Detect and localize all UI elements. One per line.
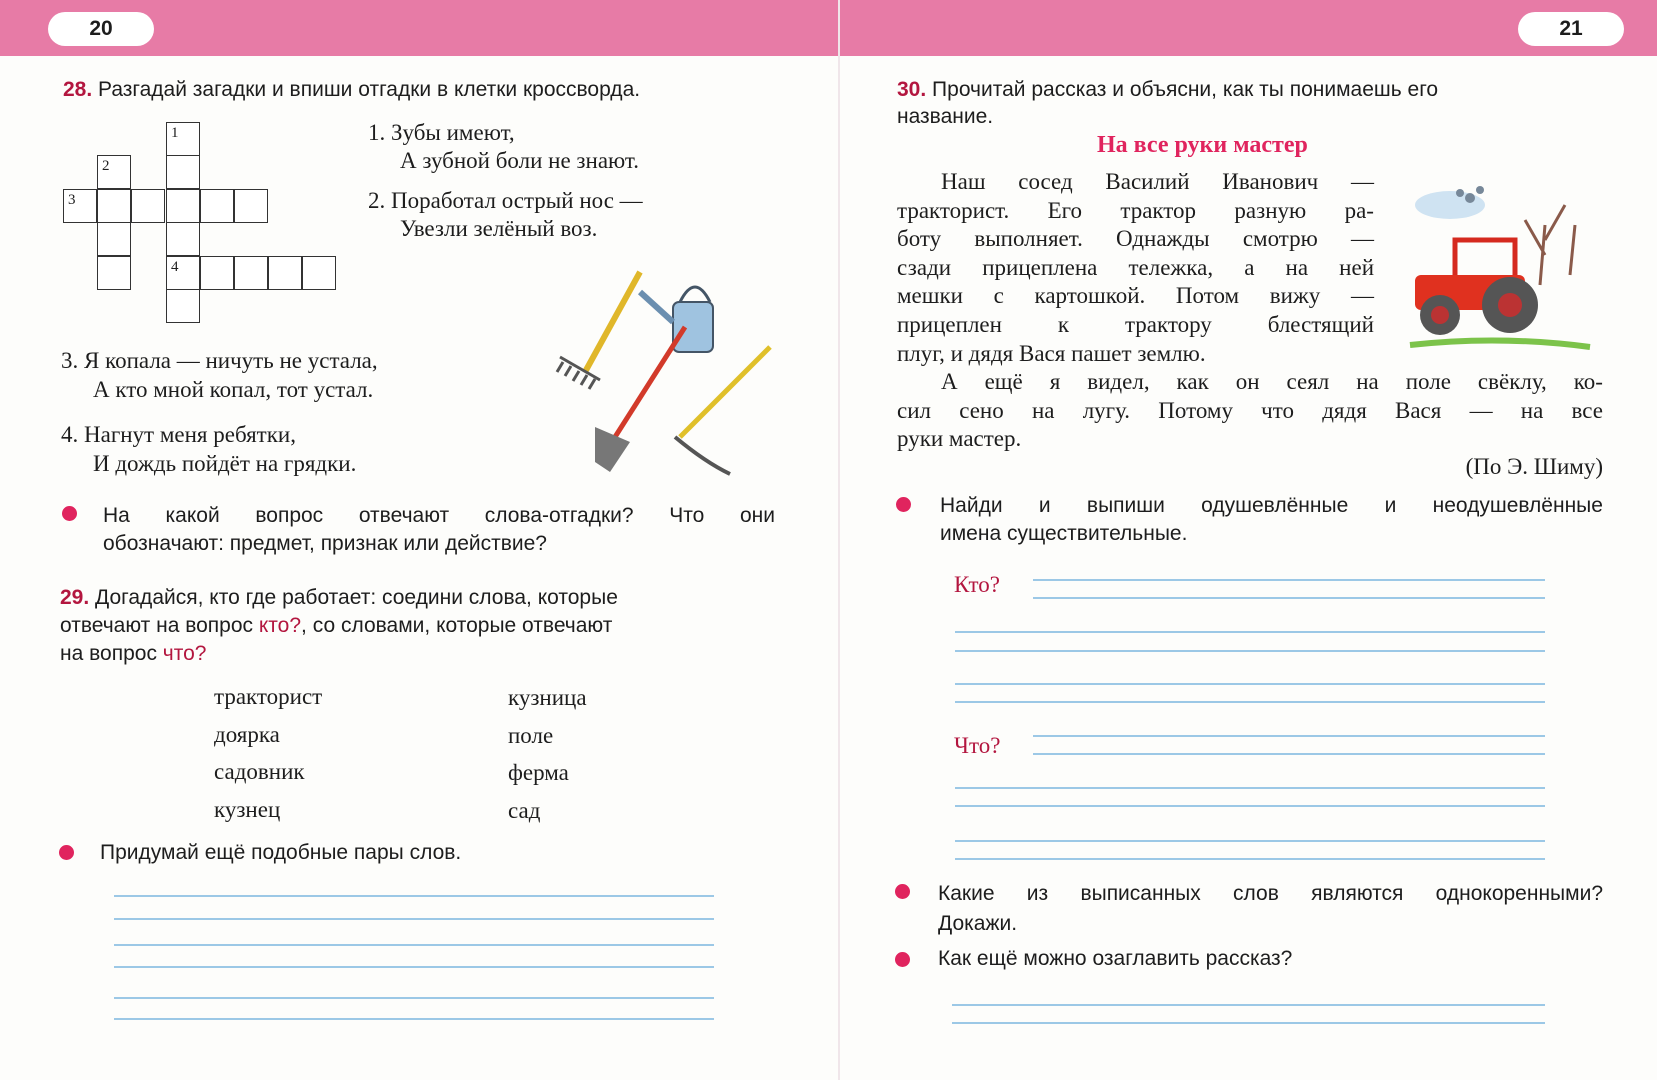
who-words-list (214, 678, 322, 828)
cell[interactable]: 4 (166, 256, 200, 290)
page-header-band (0, 0, 1657, 56)
cell[interactable] (97, 222, 131, 256)
riddle-4: 4. Нагнут меня ребятки, И дождь пойдёт на грядки. (61, 422, 357, 476)
story-title: На все руки мастер (1097, 132, 1308, 158)
cell[interactable] (302, 256, 336, 290)
cell[interactable] (234, 256, 268, 290)
what-words-list (508, 679, 587, 829)
cell[interactable] (200, 256, 234, 290)
cell[interactable] (166, 289, 200, 323)
bullet-icon (895, 884, 910, 899)
cell[interactable] (97, 189, 131, 223)
word-item[interactable]: садовник (214, 759, 305, 784)
ex28-heading: 28. Разгадай загадки и впиши отгадки в клетки кроссворда. (63, 78, 641, 101)
page-number-left: 20 (48, 12, 154, 46)
garden-tools-illustration (555, 262, 780, 477)
book-spine (838, 0, 840, 1080)
cell[interactable]: 2 (97, 155, 131, 189)
what-label: Что? (954, 733, 1001, 758)
ex30-task2: Какие из выписанных слов являются однокоренными? Докажи. (938, 882, 1603, 935)
cell[interactable] (268, 256, 302, 290)
cell[interactable] (166, 189, 200, 223)
word-item[interactable]: сад (508, 797, 541, 823)
cell[interactable] (166, 155, 200, 189)
cell[interactable] (200, 189, 234, 223)
cell[interactable]: 3 (63, 189, 97, 223)
word-item[interactable]: поле (508, 722, 554, 748)
bullet-icon (896, 497, 911, 512)
word-item[interactable]: доярка (214, 721, 280, 747)
riddle-1: 1. Зубы имеют, А зубной боли не знают. (368, 120, 639, 173)
story-author: (По Э. Шиму) (1465, 454, 1603, 479)
word-item[interactable]: кузнец (214, 796, 281, 822)
cell[interactable]: 1 (166, 122, 200, 156)
story-text-wrapped: Наш сосед Василий Иванович — тракторист. Его трактор разную ра- боту выполняет. Однажды смотрю — сзади прицеплена тележка, а на ней мешки с картошкой. Потом вижу — прицеплен к трактору блестящий плуг, и дядя Вася пашет землю. (897, 169, 1374, 366)
cell[interactable] (131, 189, 165, 223)
word-item[interactable]: ферма (508, 760, 569, 785)
word-item[interactable]: кузница (508, 685, 587, 710)
ex29-task: Придумай ещё подобные пары слов. (100, 841, 462, 864)
riddle-3: 3. Я копала — ничуть не устала, А кто мной копал, тот устал. (61, 348, 378, 402)
cell[interactable] (97, 256, 131, 290)
ex30-task3: Как ещё можно озаглавить рассказ? (938, 947, 1293, 970)
page-number-right: 21 (1518, 12, 1624, 46)
ex30-task1: Найди и выпиши одушевлённые и неодушевлённые имена существительные. (940, 494, 1603, 545)
bullet-icon (62, 506, 77, 521)
tractor-illustration (1400, 165, 1605, 355)
word-item[interactable]: тракторист (214, 684, 323, 709)
ex29-heading: 29. Догадайся, кто где работает: соедини слова, которые отвечают на вопрос кто?, со словами, которые отвечают на вопрос что? (60, 586, 618, 665)
cell[interactable] (166, 222, 200, 256)
cell[interactable] (234, 189, 268, 223)
who-label: Кто? (954, 572, 1000, 597)
story-text-full: А ещё я видел, как он сеял на поле свёклу, ко- сил сено на лугу. Потому что дядя Вася — на все руки мастер. (897, 369, 1603, 452)
riddle-2: 2. Поработал острый нос — Увезли зелёный воз. (368, 188, 643, 241)
bullet-icon (59, 845, 74, 860)
ex28-question: На какой вопрос отвечают слова-отгадки? Что они обозначают: предмет, признак или действие? (103, 504, 775, 555)
bullet-icon (895, 952, 910, 967)
ex30-heading: 30. Прочитай рассказ и объясни, как ты понимаешь его название. (897, 78, 1439, 128)
